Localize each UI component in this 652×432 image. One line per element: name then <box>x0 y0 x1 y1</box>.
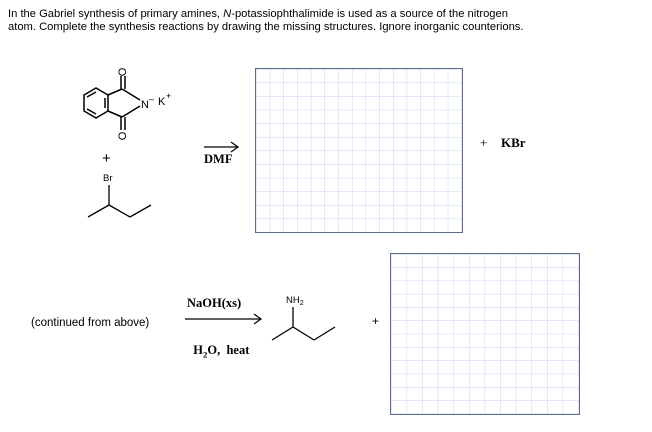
bromobutane-structure <box>80 170 170 220</box>
reagent-naoh: NaOH(xs) <box>187 296 242 310</box>
reagent-dmf: DMF <box>204 152 233 166</box>
potassium-charge: + <box>166 91 172 101</box>
oxygen-bottom-label: O <box>117 131 129 141</box>
drawing-canvas-1[interactable] <box>255 68 463 233</box>
nitrogen-label: N <box>141 99 149 111</box>
water-subscript: 2 <box>202 349 208 360</box>
potassium-phthalimide-structure <box>60 60 190 160</box>
water-h: H <box>193 343 203 357</box>
byproduct-kbr: KBr <box>501 135 526 150</box>
byproduct-plus: + <box>480 135 488 150</box>
reagent-water-heat <box>187 328 249 360</box>
water-heat-text: O, heat <box>207 343 250 357</box>
bromine-label: Br <box>103 173 113 184</box>
question-line-2: atom. Complete the synthesis reactions by drawing the missing structures. Ignore inorganic counterions. <box>8 20 524 33</box>
continued-note: (continued from above) <box>31 317 150 329</box>
drawing-canvas-2[interactable] <box>390 253 580 415</box>
product-plus: + <box>372 314 380 328</box>
potassium-label: K <box>158 96 166 108</box>
aminobutane-structure <box>265 292 345 352</box>
reactants-plus: + <box>102 150 111 167</box>
question-line-1: In the Gabriel synthesis of primary amines, N-potassiophthalimide is used as a source of the nitrogen <box>8 8 508 20</box>
right-arrow-icon <box>184 312 264 326</box>
question-text <box>8 8 648 33</box>
oxygen-top-label: O <box>117 67 129 77</box>
amine-label: $NH_2$ <box>286 295 304 307</box>
nitrogen-charge: – <box>149 94 155 104</box>
